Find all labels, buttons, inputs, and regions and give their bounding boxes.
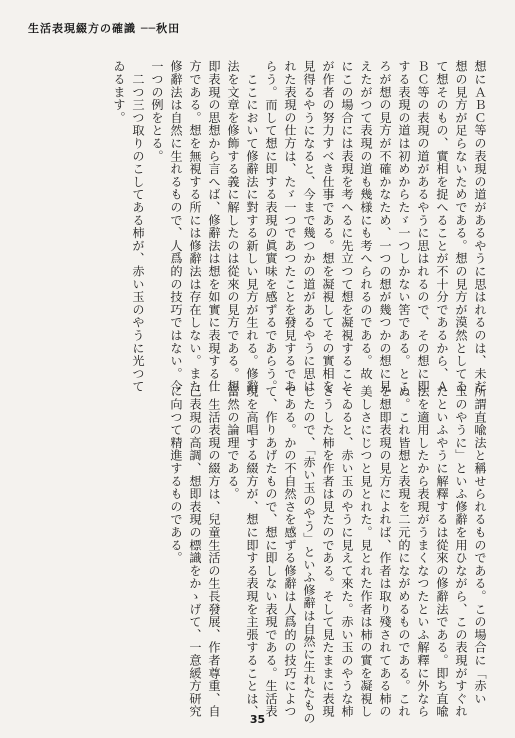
page-number: 35: [249, 713, 266, 726]
text-column: さうした柿を作者は見たのである。そして見たままに表現: [321, 385, 335, 718]
text-column: 一つの例をとる。: [150, 60, 164, 163]
text-column: 二つ三つ取りのこしてある柿が、赤い玉のやうに光つて: [131, 60, 145, 393]
text-column: 現を高唱する綴方が、想に即する表現を主張することは、: [245, 385, 259, 718]
text-column: 即表現の思想から言へば、修辭法は想を如實に表現する仕: [207, 60, 221, 393]
text-column: である。かの不自然さを感ずる修辭は人爲的の技巧によつ: [283, 385, 297, 718]
text-column: 法を適用したから表現がうまくなつたといふ解釋に外なら: [416, 385, 430, 718]
text-column: 想にＡＢＣ等の表現の道があるやうに思はれるのは、未だ: [473, 60, 487, 393]
text-column: 見得るやうになると、今まで幾つかの道があるやうに思は: [302, 60, 316, 393]
upper-text-block: [109, 60, 489, 393]
text-column: に向つて精進するものである。: [169, 385, 183, 565]
text-column: 生活表現の綴方は、兒童生活の生長發展、作者尊重、自: [207, 385, 221, 718]
text-column: たといふやうに解釋するは從來の修辭法である。即ち直喩: [435, 385, 449, 718]
text-column: ここにおいて修辭法に對する新しい見方が生れる。修辭: [245, 60, 259, 393]
text-column: 己表現の高調、想即表現の標識をかゝげて、一意緩方研究: [188, 385, 202, 718]
text-column: 想の見方が足らないためである。想の見方が漠然としてゐ: [454, 60, 468, 393]
text-column: て想そのもの、實相を捉へることが不十分であるから、Ａ: [435, 60, 449, 393]
text-column: ぬ。これ皆想と表現を二元的にながめるものである。これ: [397, 385, 411, 718]
text-column: えたがつて表現の道も幾様にも考へられるのである。故: [359, 60, 373, 380]
text-column: する表現の道は初めからたゞ一つしかない筈である。とこ: [397, 60, 411, 393]
text-column: 美しさにじつと見とれた。見とれた作者は柿の實を凝視し: [359, 385, 373, 718]
text-column: ＢＣ等の表現の道があるやうに思はれるので、その想に即: [416, 60, 430, 393]
text-column: 所謂直喩法と稱せられるものである。この場合に「赤い: [473, 385, 487, 705]
text-column: 方である。想を無視する所には修辭法は存在しない。また: [188, 60, 202, 393]
text-column: 修辭法は自然に生れるもので、人爲的の技巧ではない。今: [169, 60, 183, 393]
text-column: らう。而して想に即する表現の眞實味を感ずるであらう。: [264, 60, 278, 393]
text-column: 法を文章を修飾する義に解したのは從來の見方である。想: [226, 60, 240, 393]
running-head: 生活表現綴方の確識 ──秋田: [28, 22, 181, 35]
text-column: て、作りあげたもので、想に即しない表現である。生活表: [264, 385, 278, 718]
text-column: を想即表現の見方によれば、作者は取り殘されてある柿の: [378, 385, 392, 718]
page-header: [0, 10, 515, 40]
text-column: ろが想の見方が不確かなため、一つの想が幾つかの想に見: [378, 60, 392, 393]
text-column: が作者の努力すべき仕事である。想を凝視してその實相を: [321, 60, 335, 393]
text-column: ゐるます。: [112, 60, 126, 124]
text-column: 當然の論理である。: [226, 385, 240, 501]
text-column: 玉のやうに」といふ修辭を用ひながら、この表現がすぐれ: [454, 385, 468, 718]
text-column: したので、「赤い玉のやう」といふ修辭は自然に生れたもの: [302, 385, 316, 725]
text-column: にこの場合には表現を考へるに先立つて想を凝視すること: [340, 60, 354, 393]
text-column: れた表現の仕方は、たゞ一つであつたことを發見するであ: [283, 60, 297, 393]
text-column: てゐると、赤い玉のやうに見えて來た。赤い玉のやうな柿: [340, 385, 354, 718]
